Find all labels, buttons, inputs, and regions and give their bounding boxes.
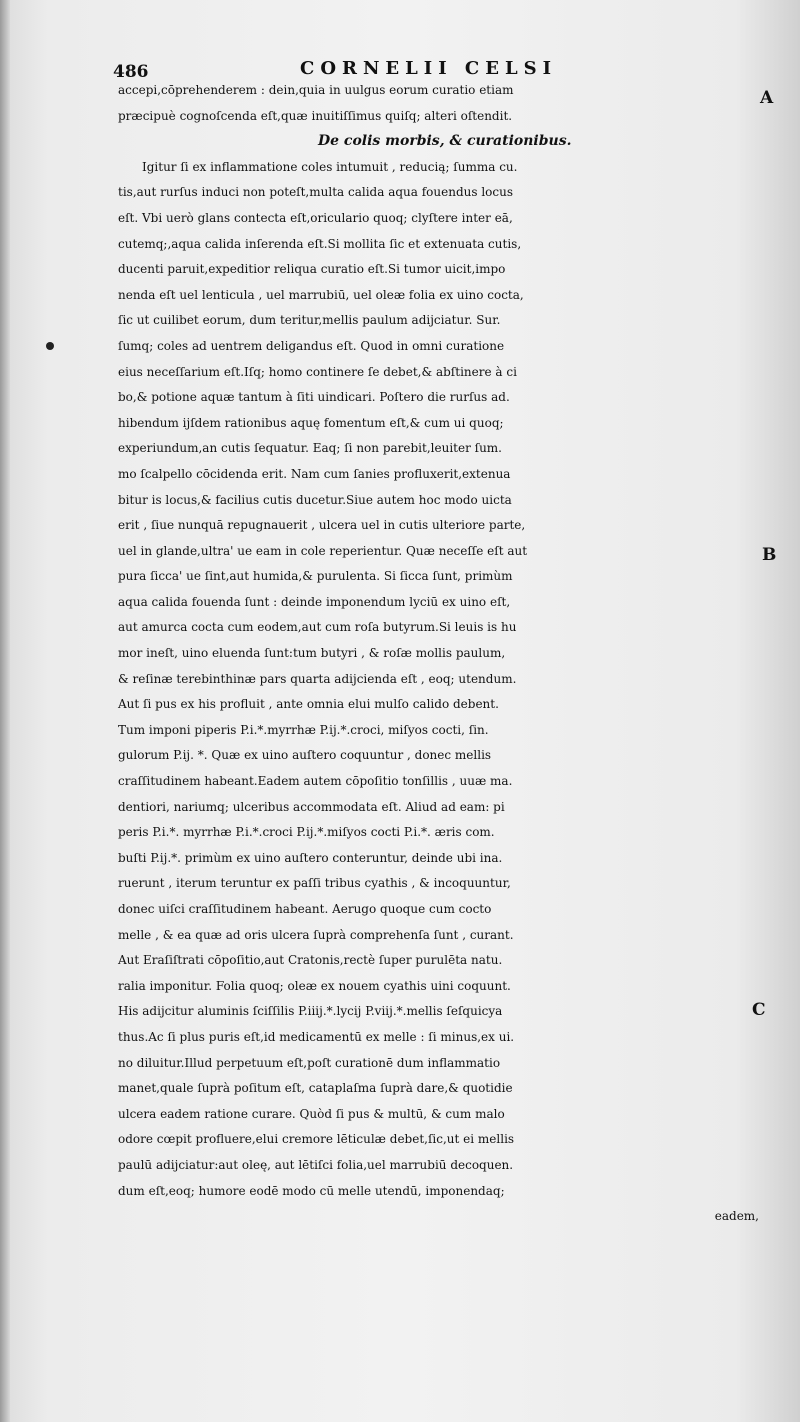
text-line: Tum imponi piperis P.i.*.myrrhæ P.ij.*.croci, miſyos cocti, ſin. xyxy=(118,722,489,737)
text-line: & reſinæ terebinthinæ pars quarta adijcienda eſt , eoq; utendum. xyxy=(118,671,517,686)
text-line: craſſitudinem habeant.Eadem autem cōpoſitio tonſillis , uuæ ma. xyxy=(118,774,513,789)
text-line: aut amurca cocta cum eodem,aut cum roſa butyrum.Si leuis is hu xyxy=(118,620,517,635)
text-line: uel in glande,ultra' ue eam in cole reperientur. Quæ neceſſe eſt aut xyxy=(118,543,528,558)
margin-letter-a: A xyxy=(760,88,774,108)
text-line: peris P.i.*. myrrhæ P.i.*.croci P.ij.*.miſyos cocti P.i.*. æris com. xyxy=(118,825,495,840)
text-line-catchword: eadem, xyxy=(714,1209,759,1224)
text-line: nenda eſt uel lenticula , uel marrubiū, uel oleæ folia ex uino cocta, xyxy=(118,287,524,302)
text-line: experiundum,an cutis ſequatur. Eaq; ſi non parebit,leuiter ſum. xyxy=(118,441,502,456)
text-line: odore cœpit profluere,elui cremore lēticulæ debet,ſic,ut ei mellis xyxy=(118,1132,515,1147)
text-line: ulcera eadem ratione curare. Quòd ſi pus & multū, & cum malo xyxy=(118,1106,505,1121)
text-line: paulū adijciatur:aut oleę, aut lētiſci folia,uel marrubiū decoquen. xyxy=(118,1157,514,1172)
text-line: ſic ut cuilibet eorum, dum teritur,mellis paulum adijciatur. Sur. xyxy=(118,313,501,328)
page-number: 486 xyxy=(113,62,149,82)
text-line: mo ſcalpello cōcidenda erit. Nam cum ſanies profluxerit,extenua xyxy=(118,466,511,481)
text-line: thus.Ac ſi plus puris eſt,id medicamentū ex melle : ſi minus,ex ui. xyxy=(118,1029,515,1044)
margin-letter-c: C xyxy=(752,1000,766,1020)
text-line: dum eſt,eoq; humore eodē modo cū melle utendū, imponendaq; xyxy=(118,1183,505,1198)
text-line: erit , ſiue nunquā repugnauerit , ulcera uel in cutis ulteriore parte, xyxy=(118,518,526,533)
text-line: buſti P.ij.*. primùm ex uino auſtero conteruntur, deinde ubi ina. xyxy=(118,850,503,865)
text-line: ducenti paruit,expeditior reliqua curatio eſt.Si tumor uicit,impo xyxy=(118,262,506,277)
text-line: præcipuè cognoſcenda eſt,quæ inuitiſſimus quiſq; alteri oſtendit. xyxy=(118,108,513,123)
ink-spot xyxy=(46,342,54,350)
text-line: pura ſicca' ue ſint,aut humida,& purulenta. Si ſicca ſunt, primùm xyxy=(118,569,513,584)
text-line: ralia imponitur. Folia quoq; oleæ ex nouem cyathis uini coquunt. xyxy=(118,978,511,993)
text-line: mor ineſt, uino eluenda ſunt:tum butyri , & roſæ mollis paulum, xyxy=(118,646,506,661)
text-line: tis,aut rurſus induci non poteſt,multa calida aqua fouendus locus xyxy=(118,185,513,200)
section-title: De colis morbis, & curationibus. xyxy=(318,133,572,150)
body-text xyxy=(118,78,763,1230)
running-head: CORNELII CELSI xyxy=(300,58,558,79)
text-line: no diluitur.Illud perpetuum eſt,poſt curationē dum inflammatio xyxy=(118,1055,501,1070)
page-gutter-shadow xyxy=(0,0,10,1422)
text-line: eſt. Vbi uerò glans contecta eſt,oriculario quoq; clyſtere inter eā, xyxy=(118,210,513,225)
text-line: manet,quale ſuprà poſitum eſt, cataplaſma ſuprà dare,& quotidie xyxy=(118,1081,513,1096)
text-line: cutemq;,aqua calida inſerenda eſt.Si mollita ſic et extenuata cutis, xyxy=(118,236,522,251)
text-line: melle , & ea quæ ad oris ulcera ſuprà comprehenſa ſunt , curant. xyxy=(118,927,514,942)
text-line: donec uiſci craſſitudinem habeant. Aerugo quoque cum cocto xyxy=(118,902,492,916)
text-line: Aut ſi pus ex his profluit , ante omnia elui mulſo calido debent. xyxy=(118,697,499,712)
margin-letter-b: B xyxy=(762,545,777,565)
text-line: accepi,cōprehenderem : dein,quia in uulgus eorum curatio etiam xyxy=(118,83,514,97)
text-line: bo,& potione aquæ tantum à ſiti uindicari. Poſtero die rurſus ad. xyxy=(118,390,510,405)
text-line: ruerunt , iterum teruntur ex paſſi tribus cyathis , & incoquuntur, xyxy=(118,876,511,891)
text-line: ſumq; coles ad uentrem deligandus eſt. Quod in omni curatione xyxy=(118,338,505,353)
text-line: dentiori, nariumq; ulceribus accommodata eſt. Aliud ad eam: pi xyxy=(118,799,505,814)
text-line: bitur is locus,& facilius cutis ducetur.Siue autem hoc modo uicta xyxy=(118,492,512,507)
text-line: hibendum ijſdem rationibus aquę fomentum eſt,& cum ui quoq; xyxy=(118,415,504,430)
text-line: gulorum P.ij. *. Quæ ex uino auſtero coquuntur , donec mellis xyxy=(118,748,492,763)
text-line: Aut Eraſiſtrati cōpoſitio,aut Cratonis,rectè ſuper purulēta natu. xyxy=(118,953,503,968)
text-line: His adijcitur aluminis ſciſſilis P.iiij.*.lycij P.viij.*.mellis ſeſquicya xyxy=(118,1004,503,1019)
text-line: eius neceſſarium eſt.Iſq; homo continere ſe debet,& abſtinere à ci xyxy=(118,364,517,379)
text-line: aqua calida fouenda ſunt : deinde imponendum lyciū ex uino eſt, xyxy=(118,594,511,609)
text-line: Igitur ſi ex inflammatione coles intumuit , reducią; ſumma cu. xyxy=(142,159,518,174)
